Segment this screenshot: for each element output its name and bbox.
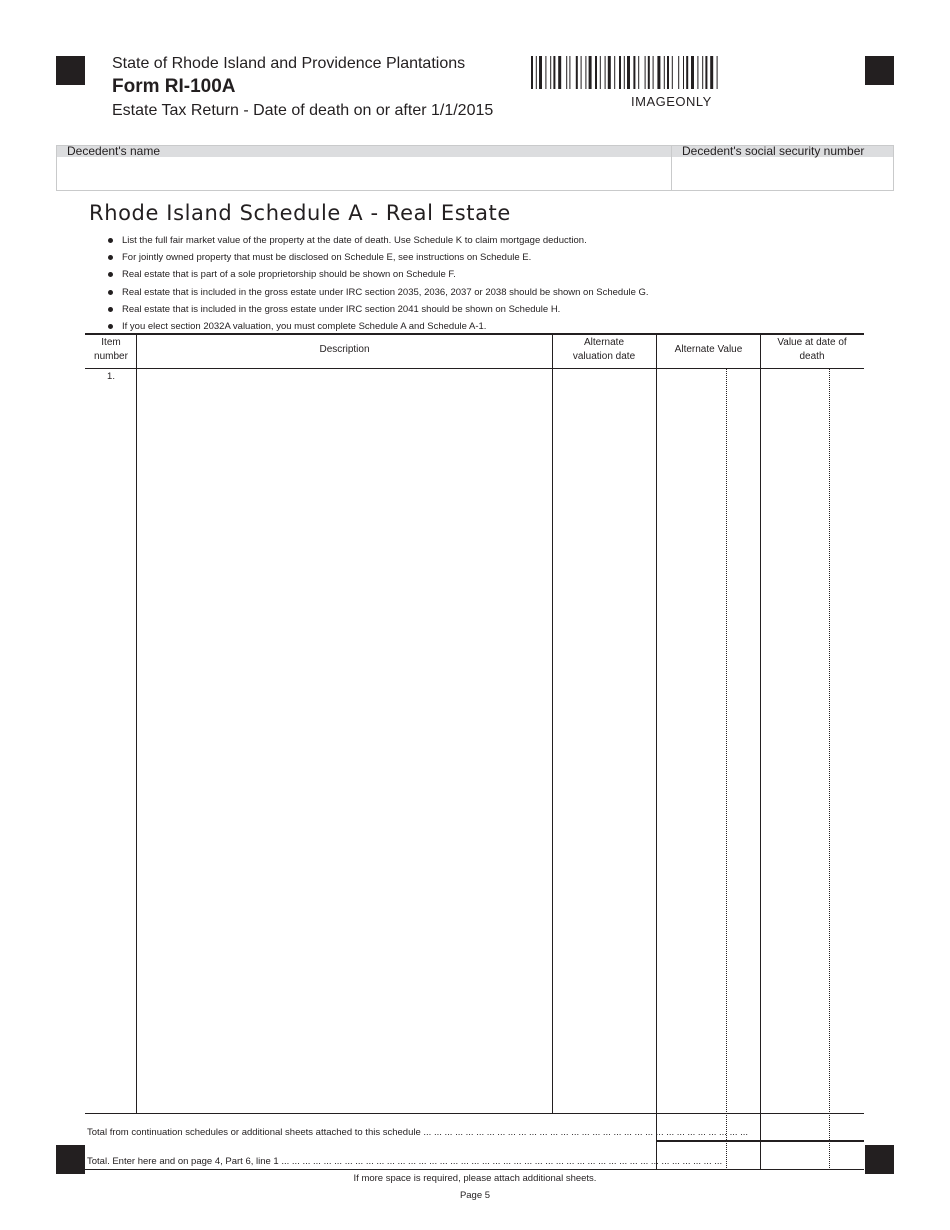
total-alternate-value-field[interactable] [659, 1146, 761, 1168]
header-bottom-rule [85, 368, 864, 369]
instruction-list [108, 232, 649, 335]
table-top-rule [85, 333, 864, 335]
continuation-value-at-death-field[interactable] [763, 1118, 865, 1140]
continuation-total-text: Total from continuation schedules or additional sheets attached to this schedule [87, 1127, 421, 1138]
instruction-item: If you elect section 2032A valuation, you must complete Schedule A and Schedule A-1. [108, 318, 649, 335]
instruction-item: Real estate that is included in the gross estate under IRC section 2041 should be shown on Schedule H. [108, 301, 649, 318]
dot-leader: ... ... ... ... ... ... ... ... ... ... ... ... ... ... ... ... ... ... ... ... ... ... ... ... ... ... ... ... ... ... ... [420, 1127, 749, 1138]
description-header: Description [319, 344, 370, 355]
total-label [87, 1156, 723, 1167]
page-number: Page 5 [459, 1190, 491, 1201]
body-bottom-rule [85, 1113, 864, 1114]
registration-mark-bottom-left [56, 1145, 85, 1174]
item-number-cell: 1. [107, 371, 115, 382]
decedent-ssn-field[interactable] [672, 157, 897, 192]
alternate-valuation-date-header: Alternate valuation date [572, 337, 636, 362]
registration-mark-bottom-right [865, 1145, 894, 1174]
total-text: Total. Enter here and on page 4, Part 6, line 1 [87, 1156, 279, 1167]
registration-mark-top-right [865, 56, 894, 85]
alternate-value-field[interactable] [659, 371, 761, 1113]
continuation-total-label [87, 1127, 749, 1138]
value-at-date-of-death-header: Value at date of death [777, 337, 847, 362]
barcode [531, 56, 817, 89]
decedent-name-field[interactable] [57, 157, 673, 192]
continuation-alternate-value-field[interactable] [659, 1118, 761, 1140]
item-column-divider [136, 334, 137, 1114]
dot-leader: ... ... ... ... ... ... ... ... ... ... ... ... ... ... ... ... ... ... ... ... ... ... ... ... ... ... ... ... ... ... ... ... ... ... ... ... ... ... ... ... ... ... [278, 1156, 723, 1167]
alternate-value-header: Alternate Value [674, 344, 743, 355]
additional-sheets-note: If more space is required, please attach additional sheets. [353, 1173, 597, 1184]
alternate-valuation-date-field[interactable] [555, 371, 657, 1113]
instruction-item: Real estate that is part of a sole proprietorship should be shown on Schedule F. [108, 266, 649, 283]
value-at-date-of-death-field[interactable] [763, 371, 865, 1113]
description-field[interactable] [139, 371, 553, 1113]
state-name: State of Rhode Island and Providence Plantations [112, 55, 466, 72]
decedent-name-label: Decedent's name [67, 144, 161, 158]
schedule-title: Rhode Island Schedule A - Real Estate [89, 201, 511, 225]
form-subtitle: Estate Tax Return - Date of death on or after 1/1/2015 [112, 102, 494, 119]
item-number-header: Item number [94, 337, 128, 362]
instruction-item: Real estate that is included in the gross estate under IRC section 2035, 2036, 2037 or 2038 should be shown on Schedule G. [108, 284, 649, 301]
table-bottom-rule [85, 1169, 864, 1170]
form-number: Form RI-100A [112, 76, 236, 97]
image-only-label: IMAGEONLY [631, 94, 712, 109]
registration-mark-top-left [56, 56, 85, 85]
instruction-item: For jointly owned property that must be disclosed on Schedule E, see instructions on Schedule E. [108, 249, 649, 266]
total-value-at-death-field[interactable] [763, 1146, 865, 1168]
instruction-item: List the full fair market value of the property at the date of death. Use Schedule K to claim mortgage deduction. [108, 232, 649, 249]
decedent-ssn-label: Decedent's social security number [682, 144, 865, 158]
